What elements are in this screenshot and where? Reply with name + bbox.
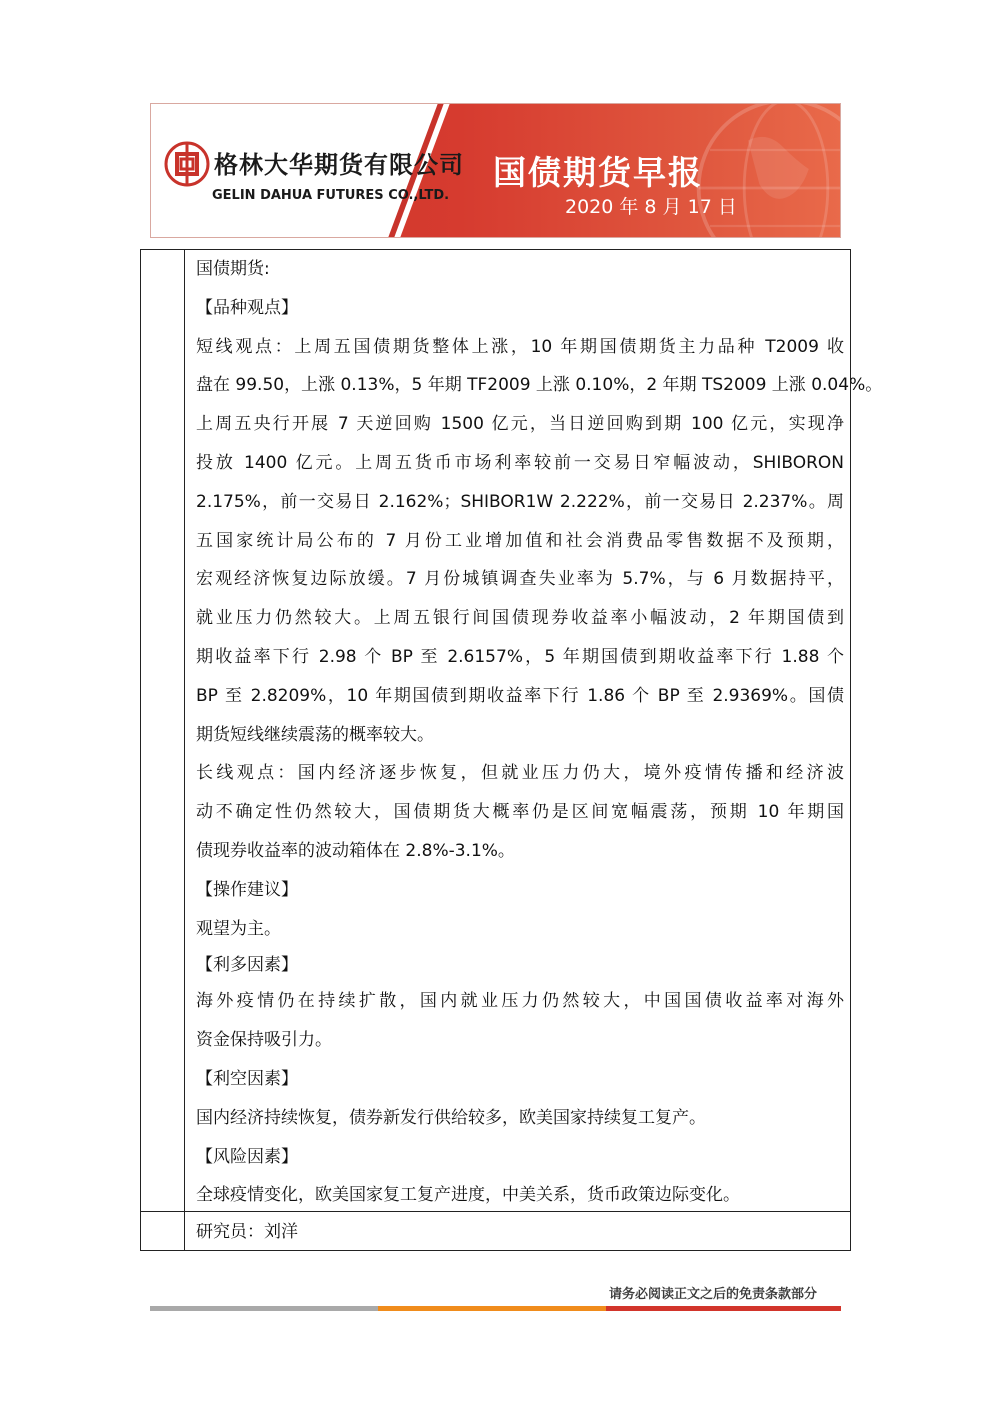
company-logo-icon (164, 141, 210, 187)
paragraph-line: 短线观点：上周五国债期货整体上涨，10 年期国债期货主力品种 T2009 收 (196, 336, 844, 357)
paragraph-line: 期收益率下行 2.98 个 BP 至 2.6157%，5 年期国债到期收益率下行 1.88 个 (196, 646, 844, 667)
paragraph-line: 全球疫情变化，欧美国家复工复产进度，中美关系，货币政策边际变化。 (196, 1185, 740, 1206)
report-title: 国债期货早报 (493, 153, 703, 192)
paragraph-line: 投放 1400 亿元。上周五货币市场利率较前一交易日窄幅波动，SHIBORON (196, 452, 844, 473)
section-heading-bearish: 【利空因素】 (196, 1068, 298, 1089)
paragraph-line: 盘在 99.50，上涨 0.13%，5 年期 TF2009 上涨 0.10%，2 年期 TS2009 上涨 0.04%。 (196, 375, 883, 396)
section-heading-bullish: 【利多因素】 (196, 955, 298, 976)
report-date: 2020 年 8 月 17 日 (565, 196, 737, 218)
footer-color-bar (150, 1306, 841, 1311)
paragraph-line: 国内经济持续恢复，债券新发行供给较多，欧美国家持续复工复产。 (196, 1107, 706, 1128)
paragraph-line: 就业压力仍然较大。上周五银行间国债现券收益率小幅波动，2 年期国债到 (196, 608, 844, 629)
table-column-divider (184, 250, 185, 1250)
paragraph-line: 观望为主。 (196, 918, 281, 939)
paragraph-line: 宏观经济恢复边际放缓。7 月份城镇调查失业率为 5.7%，与 6 月数据持平， (196, 569, 844, 590)
report-header-banner (150, 103, 841, 238)
company-name-en: GELIN DAHUA FUTURES CO.,LTD. (212, 188, 450, 203)
paragraph-line: 债现券收益率的波动箱体在 2.8%-3.1%。 (196, 840, 515, 861)
disclaimer-notice: 请务必阅读正文之后的免责条款部分 (609, 1287, 818, 1302)
section-heading-view: 【品种观点】 (196, 297, 298, 318)
paragraph-line: BP 至 2.8209%，10 年期国债到期收益率下行 1.86 个 BP 至 2.9369%。国债 (196, 685, 844, 706)
report-body-cell (196, 250, 883, 1215)
paragraph-line: 资金保持吸引力。 (196, 1030, 332, 1051)
paragraph-line: 2.175%，前一交易日 2.162%；SHIBOR1W 2.222%，前一交易日 2.237%。周 (196, 491, 844, 512)
paragraph-line: 上周五央行开展 7 天逆回购 1500 亿元，当日逆回购到期 100 亿元，实现净 (196, 414, 844, 435)
section-heading-advice: 【操作建议】 (196, 879, 298, 900)
paragraph-line: 动不确定性仍然较大，国债期货大概率仍是区间宽幅震荡，预期 10 年期国 (196, 802, 844, 823)
company-name-cn: 格林大华期货有限公司 (214, 151, 464, 179)
footer-bar-orange (378, 1306, 606, 1311)
paragraph-line: 五国家统计局公布的 7 月份工业增加值和社会消费品零售数据不及预期， (196, 530, 844, 551)
paragraph-line: 期货短线继续震荡的概率较大。 (196, 724, 434, 745)
section-label: 国债期货: (196, 259, 270, 279)
report-table (140, 249, 883, 1251)
paragraph-line: 海外疫情仍在持续扩散，国内就业压力仍然较大，中国国债收益率对海外 (196, 991, 844, 1012)
footer-bar-red (606, 1306, 841, 1311)
footer-bar-gray (150, 1306, 378, 1311)
section-heading-risk: 【风险因素】 (196, 1146, 298, 1167)
paragraph-line: 长线观点：国内经济逐步恢复，但就业压力仍大，境外疫情传播和经济波 (196, 763, 844, 784)
researcher-name: 研究员：刘洋 (196, 1222, 298, 1242)
